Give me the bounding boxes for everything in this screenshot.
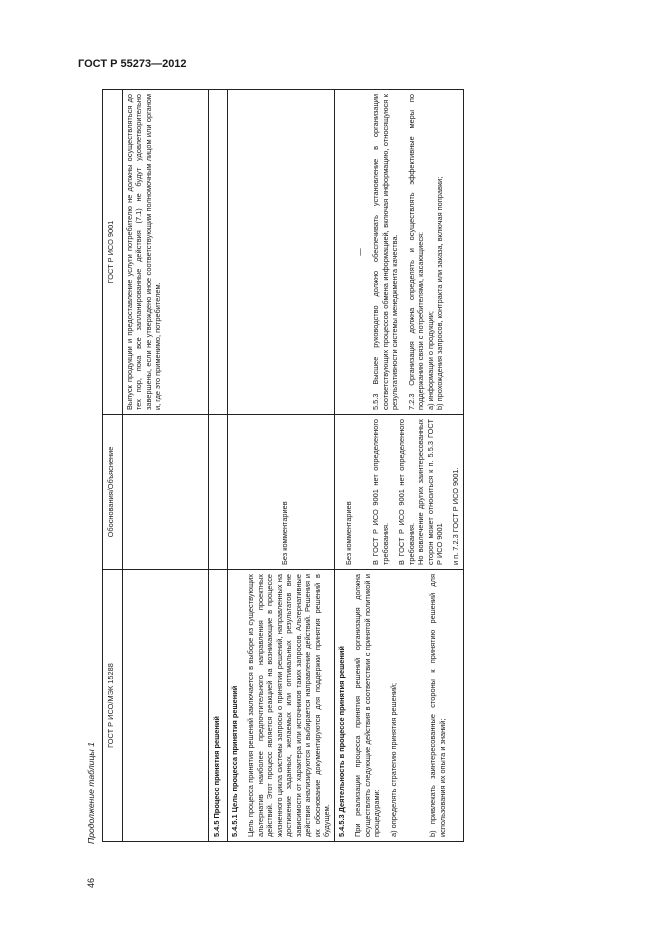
activities-9001-cell (334, 90, 463, 415)
activity-item-a: а) определять стратегию принятия решений; (388, 682, 398, 837)
section-title-decision-process: 5.4.5 Процесс принятия решений (209, 570, 228, 842)
table-row (228, 90, 335, 842)
activities-no-comments: Без комментариев (343, 501, 353, 565)
justification-item-b-note: Но вовлечение других заинтересованных сторон может относиться к п. 5.5.3 ГОСТ Р ИСО 9001 (416, 419, 444, 565)
purpose-text: Цель процесса принятия решений заключается в выборе из существующих альтернатив наиболее предпочтительного направления проектных действий. Этот процесс является реакцией на возникающие в процессе жизненного цикла системы запросы о принятии решений, направленных на достижение заданных, желаемых или оптимальных результатов вне зависимости от характера или источников таких запросов. Альтернативные действия анализируются и выбирается направление действий. Решения и их обоснование документируются для поддержки принятия решений в будущем. (246, 574, 332, 837)
row0-cell-15288 (123, 570, 209, 842)
row0-cell-justification (123, 415, 209, 570)
section-title-row (209, 90, 228, 842)
section-title-empty-cell (209, 90, 228, 415)
row0-cell-9001 (123, 90, 209, 415)
clause-7-2-3-item-b: b) прохождения запросов, контракта или заказа, включая поправки; (434, 176, 444, 410)
purpose-cell (228, 570, 335, 842)
clause-7-2-3-item-a: а) информации о продукции; (425, 311, 435, 410)
justification-item-b-ref: и п. 7.2.3 ГОСТ Р ИСО 9001. (451, 467, 461, 565)
header-col-justification: Обоснования/Объяснение (103, 415, 123, 570)
standards-comparison-table (102, 89, 464, 842)
table-row (334, 90, 463, 842)
clause-5-5-3-text: 5.5.3 Высшее руководство должно обеспечивать установление в организации соответствующих процессов обмена информацией, включая информацию, относящуюся к результативности системы менеджмента качества. (371, 94, 400, 410)
clause-7-2-3-text: 7.2.3 Организация должна определять и осуществлять эффективные меры по поддержанию связи с потребителями, касающиеся: (406, 94, 426, 410)
header-col-iso-15288: ГОСТ Р ИСО/МЭК 15288 (103, 570, 123, 842)
activities-cell (334, 570, 463, 842)
justification-item-b: В ГОСТ Р ИСО 9001 нет определенного требования. (397, 419, 416, 565)
activities-justification-cell (334, 415, 463, 570)
table-header-row (103, 90, 123, 842)
release-of-product-text: Выпуск продукции и предоставление услуги потребителю не должны осуществляться до тех пор, пока все запланированные действия (7.1) не будут удовлетворительно завершены, если не утверждено иное соответствующим полномочным лицом или органом и, где это применимо, потребителем. (125, 94, 163, 410)
table-row (123, 90, 209, 842)
purpose-justification-cell (228, 415, 335, 570)
subsection-title-activities: 5.4.5.3 Деятельность в процессе принятия решений (336, 646, 346, 837)
table-continuation-caption: Продолжение таблицы 1 (86, 742, 96, 844)
purpose-9001-cell (228, 90, 335, 415)
subsection-title-purpose: 5.4.5.1 Цель процесса принятия решений (230, 685, 239, 837)
item-a-dash: — (354, 248, 364, 256)
rotated-page (78, 90, 598, 888)
activities-intro-text: При реализации процесса принятия решений организация должна осуществлять следующие действия в соответствии с принятой политикой и процедурами: (353, 574, 382, 837)
section-title-empty-cell (209, 415, 228, 570)
purpose-no-comments: Без комментариев (280, 501, 289, 565)
page-number: 46 (86, 877, 96, 888)
document-id: ГОСТ Р 55273—2012 (78, 58, 187, 70)
activity-item-b: b) привлекать заинтересованные стороны к принятию решений для использования их опыта и знаний; (428, 574, 447, 837)
justification-item-a: В ГОСТ Р ИСО 9001 нет определенного требования. (371, 419, 390, 565)
header-col-iso-9001: ГОСТ Р ИСО 9001 (103, 90, 123, 415)
